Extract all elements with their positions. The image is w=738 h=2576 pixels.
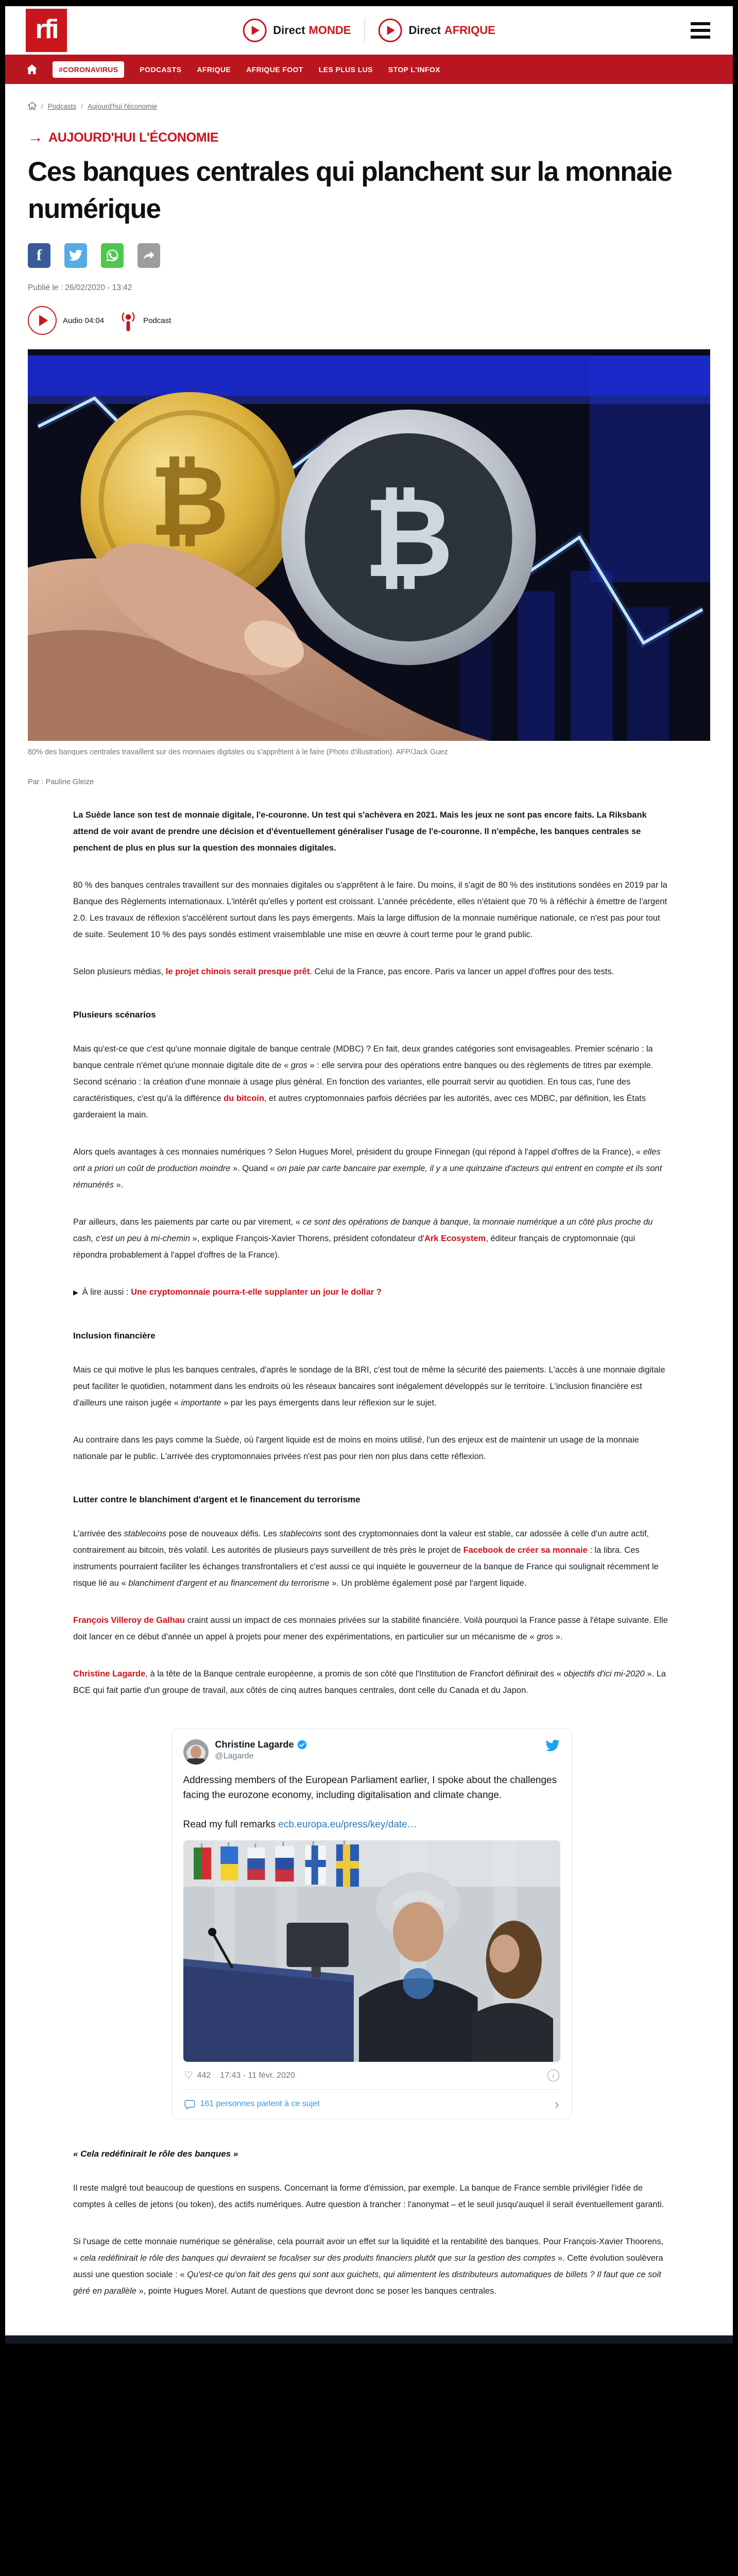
home-icon[interactable] bbox=[27, 64, 37, 74]
text-segment: ». bbox=[553, 1632, 563, 1641]
embedded-tweet[interactable] bbox=[171, 1728, 572, 2119]
podcast-link[interactable] bbox=[118, 309, 171, 332]
direct-label: Direct bbox=[408, 24, 441, 37]
text-segment: Il reste malgré tout beaucoup de questions en suspens. Concernant la forme d'émission, par exemple. La banque de France semble privilégier l'idée de comptes à celles de jetons (ou token), des actifs numériques. Autre question à trancher : l'anonymat – et le seuil jusqu'auquel il serait éventuellement garanti. bbox=[73, 2183, 664, 2209]
section-heading: Plusieurs scénarios bbox=[73, 1010, 156, 1020]
text-segment: : la libra. Ces instruments pourraient faciliter les échanges transfrontaliers et c'est aussi ce qui inquiète le gouverneur de la banque de France qui soulignait récemment le risque lié au « bbox=[73, 1546, 659, 1588]
article-paragraph bbox=[73, 1144, 670, 1193]
text-segment: stablecoins bbox=[124, 1529, 167, 1538]
text-segment: Par ailleurs, dans les paiements par carte ou par virement, « bbox=[73, 1217, 303, 1227]
text-segment: ». Cette évolution soulèvera aussi une question sociale : « bbox=[73, 2253, 663, 2279]
section-heading: Inclusion financière bbox=[73, 1331, 156, 1341]
text-segment: sont des cryptomonnaies dont la valeur est stable, car adossée à celle d'un autre actif, contrairement au bitcoin, très volatil. Les autorités de plusieurs pays surveillent de très près le projet de bbox=[73, 1529, 649, 1555]
text-segment: À lire aussi : bbox=[82, 1287, 131, 1297]
rfi-logo[interactable]: rfi bbox=[26, 9, 67, 52]
info-icon[interactable]: i bbox=[547, 2070, 559, 2081]
direct-afrique-button[interactable] bbox=[378, 19, 495, 42]
nav-item-podcasts[interactable]: PODCASTS bbox=[140, 65, 182, 74]
like-icon[interactable]: ♡ bbox=[184, 2070, 193, 2081]
text-segment: importante bbox=[181, 1398, 221, 1408]
nav-item-stop-infox[interactable]: STOP L'INFOX bbox=[388, 65, 440, 74]
article-paragraph bbox=[73, 1666, 670, 1699]
tweet-replies-link[interactable]: 161 personnes parlent à ce sujet › bbox=[183, 2089, 560, 2119]
podcast-label: Podcast bbox=[143, 316, 171, 325]
text-segment: , éditeur français de cryptomonnaie (qui répondra probablement à l'appel d'offres de la France). bbox=[73, 1234, 636, 1260]
text-segment: » par les pays émergents dans leur réflexion sur le sujet. bbox=[221, 1398, 437, 1408]
twitter-icon bbox=[68, 249, 83, 262]
text-segment: . Celui de la France, pas encore. Paris va lancer un appel d'offres pour des tests. bbox=[310, 967, 614, 976]
reply-bubble-icon bbox=[184, 2099, 195, 2110]
text-segment: L'arrivée des bbox=[73, 1529, 124, 1538]
text-segment: Qu'est-ce qu'on fait des gens qui sont aux guichets, qui alimentent les distributeurs automatiques de billets ? Il faut que ce soit géré en parallèle bbox=[73, 2270, 661, 2296]
social-share-bar bbox=[28, 243, 733, 268]
article-paragraph bbox=[73, 1432, 670, 1465]
direct-label: Direct bbox=[273, 24, 305, 37]
text-segment: gros bbox=[537, 1632, 554, 1641]
inline-link[interactable]: Facebook de créer sa monnaie bbox=[463, 1546, 588, 1555]
article-paragraphs-after-tweet bbox=[73, 2149, 670, 2299]
tweet-meta-row bbox=[183, 2062, 560, 2089]
text-segment: ». Un problème également posé par l'argent liquide. bbox=[329, 1579, 527, 1588]
article-page bbox=[5, 6, 733, 2335]
text-segment: ». La BCE qui fait partie d'un groupe de travail, aux côtés de cinq autres banques centrales, dont celle du Canada et du Japon. bbox=[73, 1669, 666, 1695]
tweet-author-name[interactable]: Christine Lagarde bbox=[215, 1739, 307, 1750]
play-icon bbox=[378, 19, 402, 42]
text-segment: Selon plusieurs médias, bbox=[73, 967, 166, 976]
inline-link[interactable]: Christine Lagarde bbox=[73, 1669, 146, 1679]
text-segment: Au contraire dans les pays comme la Suède, où l'argent liquide est de moins en moins utilisé, l'un des enjeux est de maintenir un usage de la monnaie nationale par le public. L'arrivée des cryptomonnaies privées n'est pas pour rien non plus dans cette réflexion. bbox=[73, 1435, 639, 1461]
category-link[interactable]: AUJOURD'HUI L'ÉCONOMIE bbox=[48, 130, 219, 145]
text-segment: gros bbox=[290, 1061, 307, 1070]
share-button[interactable] bbox=[138, 243, 160, 268]
audio-player-row bbox=[28, 306, 733, 335]
article-paragraph bbox=[73, 2180, 670, 2213]
text-segment: ce sont des opérations de banque à banque, la monnaie numérique a un côté plus proche du cash, c'est un peu à mi-chemin bbox=[73, 1217, 653, 1243]
podcast-icon bbox=[118, 309, 138, 332]
inline-link[interactable]: du bitcoin bbox=[224, 1094, 264, 1103]
site-header bbox=[5, 6, 733, 55]
text-segment: craint aussi un impact de ces monnaies privées sur la stabilité financière. Voilà pourquoi la France passe à l'étape suivante. Elle doit lancer en ce début d'année un appel à projets pour mener des expérimentations, en particulier sur un mécanisme de « bbox=[73, 1616, 668, 1641]
text-segment: Mais ce qui motive le plus les banques centrales, d'après le sondage de la BRI, c'est tout de même la sécurité des paiements. L'accès à une monnaie digitale peut faciliter le quotidien, notamment dans les endroits où les réseaux bancaires sont inégalement développés sur le territoire. L'inclusion financière est d'ailleurs une raison jugée « bbox=[73, 1365, 665, 1408]
author-byline: Par : Pauline Gleize bbox=[28, 778, 94, 786]
divider bbox=[364, 19, 365, 42]
whatsapp-icon bbox=[105, 248, 119, 263]
hero-image bbox=[28, 349, 710, 741]
nav-item-coronavirus[interactable]: #CORONAVIRUS bbox=[53, 61, 124, 78]
tweet-text: Addressing members of the European Parliament earlier, I spoke about the challenges facing the eurozone economy, including digitalisation and climate change. bbox=[183, 1775, 557, 1801]
chevron-right-icon: › bbox=[554, 2096, 559, 2112]
direct-players bbox=[243, 19, 495, 42]
tweet-author-handle[interactable]: @Lagarde bbox=[215, 1752, 254, 1760]
footer-top-bar bbox=[5, 2335, 733, 2344]
article-paragraph bbox=[73, 1362, 670, 1411]
section-heading: « Cela redéfinirait le rôle des banques » bbox=[73, 2149, 238, 2159]
text-segment: on paie par carte bancaire par exemple, il y a une quinzaine d'acteurs qui entrent en compte et ils sont rémunérés bbox=[73, 1164, 662, 1190]
nav-item-les-plus-lus[interactable]: LES PLUS LUS bbox=[318, 65, 373, 74]
text-segment: , à la tête de la Banque centrale européenne, a promis de son côté que l'Institution de Francfort définirait des « bbox=[145, 1669, 564, 1679]
breadcrumb-aujourdhui-economie[interactable]: Aujourd'hui l'économie bbox=[88, 103, 158, 110]
tweet-url-link[interactable]: ecb.europa.eu/press/key/date… bbox=[278, 1819, 417, 1830]
text-segment: objectifs d'ici mi-2020 bbox=[563, 1669, 645, 1679]
page-title: Ces banques centrales qui planchent sur la monnaie numérique bbox=[28, 157, 672, 224]
article-body bbox=[73, 807, 670, 2299]
twitter-share-button[interactable] bbox=[64, 243, 87, 268]
like-count[interactable]: 442 bbox=[197, 2071, 211, 2080]
text-segment: » : elle servira pour des opérations entre banques ou des règlements de titres par exemple. Second scénario : la création d'une monnaie à usage plus général. En fonction des variantes, elle pourrait servir au quotidien. En tous cas, l'une des caractéristiques, c'est qu'à la différence bbox=[73, 1061, 654, 1103]
text-segment: blanchiment d'argent et au financement du terrorisme bbox=[128, 1579, 330, 1588]
svg-text:₿: ₿ bbox=[149, 446, 229, 556]
article-paragraphs-before-tweet bbox=[73, 877, 670, 1699]
avatar[interactable] bbox=[183, 1739, 209, 1765]
inline-link[interactable]: Une cryptomonnaie pourra-t-elle supplanter un jour le dollar ? bbox=[131, 1287, 382, 1297]
nav-item-afrique[interactable]: AFRIQUE bbox=[197, 65, 231, 74]
article-paragraph bbox=[73, 1526, 670, 1591]
tweet-header bbox=[183, 1739, 560, 1765]
text-segment: pose de nouveaux défis. Les bbox=[166, 1529, 280, 1538]
svg-text:₿: ₿ bbox=[363, 476, 454, 600]
text-segment: Alors quels avantages à ces monnaies numériques ? Selon Hugues Morel, président du groupe Finnegan (qui répond à l'appel d'offres de la France), « bbox=[73, 1147, 643, 1157]
text-segment: ». bbox=[113, 1180, 124, 1190]
tweet-link-line: Read my full remarks ecb.europa.eu/press/key/date… bbox=[183, 1819, 417, 1830]
tweet-timestamp[interactable]: 17:43 - 11 févr. 2020 bbox=[220, 2071, 295, 2080]
article-paragraph bbox=[73, 2233, 670, 2299]
audio-duration: Audio 04:04 bbox=[63, 316, 105, 325]
breadcrumb-home-icon[interactable] bbox=[28, 101, 37, 111]
text-segment: Mais qu'est-ce que c'est qu'une monnaie digitale de banque centrale (MDBC) ? En fait, deux grandes catégories sont envisageables. Premier scénario : la banque centrale n'émet qu'une monnaie digitale dite de « bbox=[73, 1044, 653, 1070]
article-paragraph bbox=[73, 877, 670, 943]
section-heading: Lutter contre le blanchiment d'argent et le financement du terrorisme bbox=[73, 1495, 361, 1504]
inline-link[interactable]: le projet chinois serait presque prêt bbox=[165, 967, 310, 976]
direct-monde-button[interactable] bbox=[243, 19, 351, 42]
menu-icon[interactable] bbox=[691, 22, 710, 39]
text-segment: , et autres cryptomonnaies parfois décriées par les autorités, avec ces MDBC, par définition, les États garderaient la main. bbox=[73, 1094, 646, 1120]
whatsapp-share-button[interactable] bbox=[101, 243, 124, 268]
share-arrow-icon bbox=[142, 250, 156, 262]
text-segment: », explique François-Xavier Thorens, président cofondateur d' bbox=[190, 1234, 424, 1243]
text-segment: 80 % des banques centrales travaillent sur des monnaies digitales ou s'apprêtent à le faire. Du moins, il s'agit de 80 % des institutions sondées en 2019 par la Banque des Règlements internationaux. L'intérêt qu'elles y portent est croissant. L'année précédente, elles n'étaient que 70 % à réfléchir à émettre de l'argent 2.0. Les travaux de réflexion s'accélèrent surtout dans les pays émergents. Mais la large diffusion de la monnaie numérique nationale, ce n'est pas pour tout de suite. Seulement 10 % des pays sondés estiment vraisemblable une mise en œuvre à court terme pour le grand public. bbox=[73, 880, 667, 939]
article-paragraph bbox=[73, 1214, 670, 1263]
image-caption: 80% des banques centrales travaillent sur des monnaies digitales ou s'apprêtent à le faire (Photo d'illustration). AFP/Jack Guez bbox=[28, 748, 448, 756]
play-icon bbox=[243, 19, 266, 42]
article-paragraph bbox=[73, 1612, 670, 1645]
facebook-share-button[interactable]: f bbox=[28, 243, 50, 268]
arrow-right-icon: → bbox=[28, 129, 43, 146]
text-segment: Si l'usage de cette monnaie numérique se généralise, cela pourrait avoir un effet sur la liquidité et la rentabilité des banques. Pour François-Xavier Thoorens, « bbox=[73, 2237, 664, 2263]
category-row bbox=[28, 130, 733, 145]
triangle-marker-icon: ▶ bbox=[73, 1289, 80, 1296]
text-segment: stablecoins bbox=[279, 1529, 322, 1538]
inline-link[interactable]: François Villeroy de Galhau bbox=[73, 1616, 185, 1625]
article-paragraph bbox=[73, 963, 670, 980]
text-segment: », pointe Hugues Morel. Autant de questions que devront donc se poser les banques centrales. bbox=[136, 2286, 496, 2296]
audio-play-button[interactable] bbox=[28, 306, 57, 335]
article-intro: La Suède lance son test de monnaie digitale, l'e-couronne. Un test qui s'achèvera en 2021. Mais les jeux ne sont pas encore faits. La Riksbank attend de voir avant de prendre une décision et d'éventuellement généraliser l'usage de l'e-couronne. Il n'empêche, les banques centrales se penchent de plus en plus sur la question des monnaies digitales. bbox=[73, 810, 647, 853]
breadcrumb: / Podcasts / Aujourd'hui l'économie bbox=[28, 101, 733, 111]
tweet-photo[interactable] bbox=[183, 1840, 560, 2062]
breadcrumb-podcasts[interactable]: Podcasts bbox=[47, 103, 77, 110]
nav-item-afrique-foot[interactable]: AFRIQUE FOOT bbox=[246, 65, 303, 74]
direct-channel-afrique: AFRIQUE bbox=[444, 24, 495, 37]
text-segment: elles ont a priori un coût de production moindre bbox=[73, 1147, 661, 1173]
article-paragraph bbox=[73, 1041, 670, 1123]
text-segment: cela redéfinirait le rôle des banques qui devraient se focaliser sur des produits financiers plutôt que sur la gestion des comptes bbox=[80, 2253, 556, 2263]
inline-link[interactable]: Ark Ecosystem bbox=[424, 1234, 486, 1243]
publish-date: Publié le : 26/02/2020 - 13:42 bbox=[28, 283, 132, 292]
text-segment: ». Quand « bbox=[230, 1164, 278, 1173]
verified-badge-icon bbox=[297, 1740, 307, 1750]
twitter-logo-icon[interactable] bbox=[545, 1739, 560, 1755]
read-also-link-row bbox=[73, 1284, 670, 1301]
direct-channel-monde: MONDE bbox=[308, 24, 351, 37]
main-navbar bbox=[5, 55, 733, 84]
